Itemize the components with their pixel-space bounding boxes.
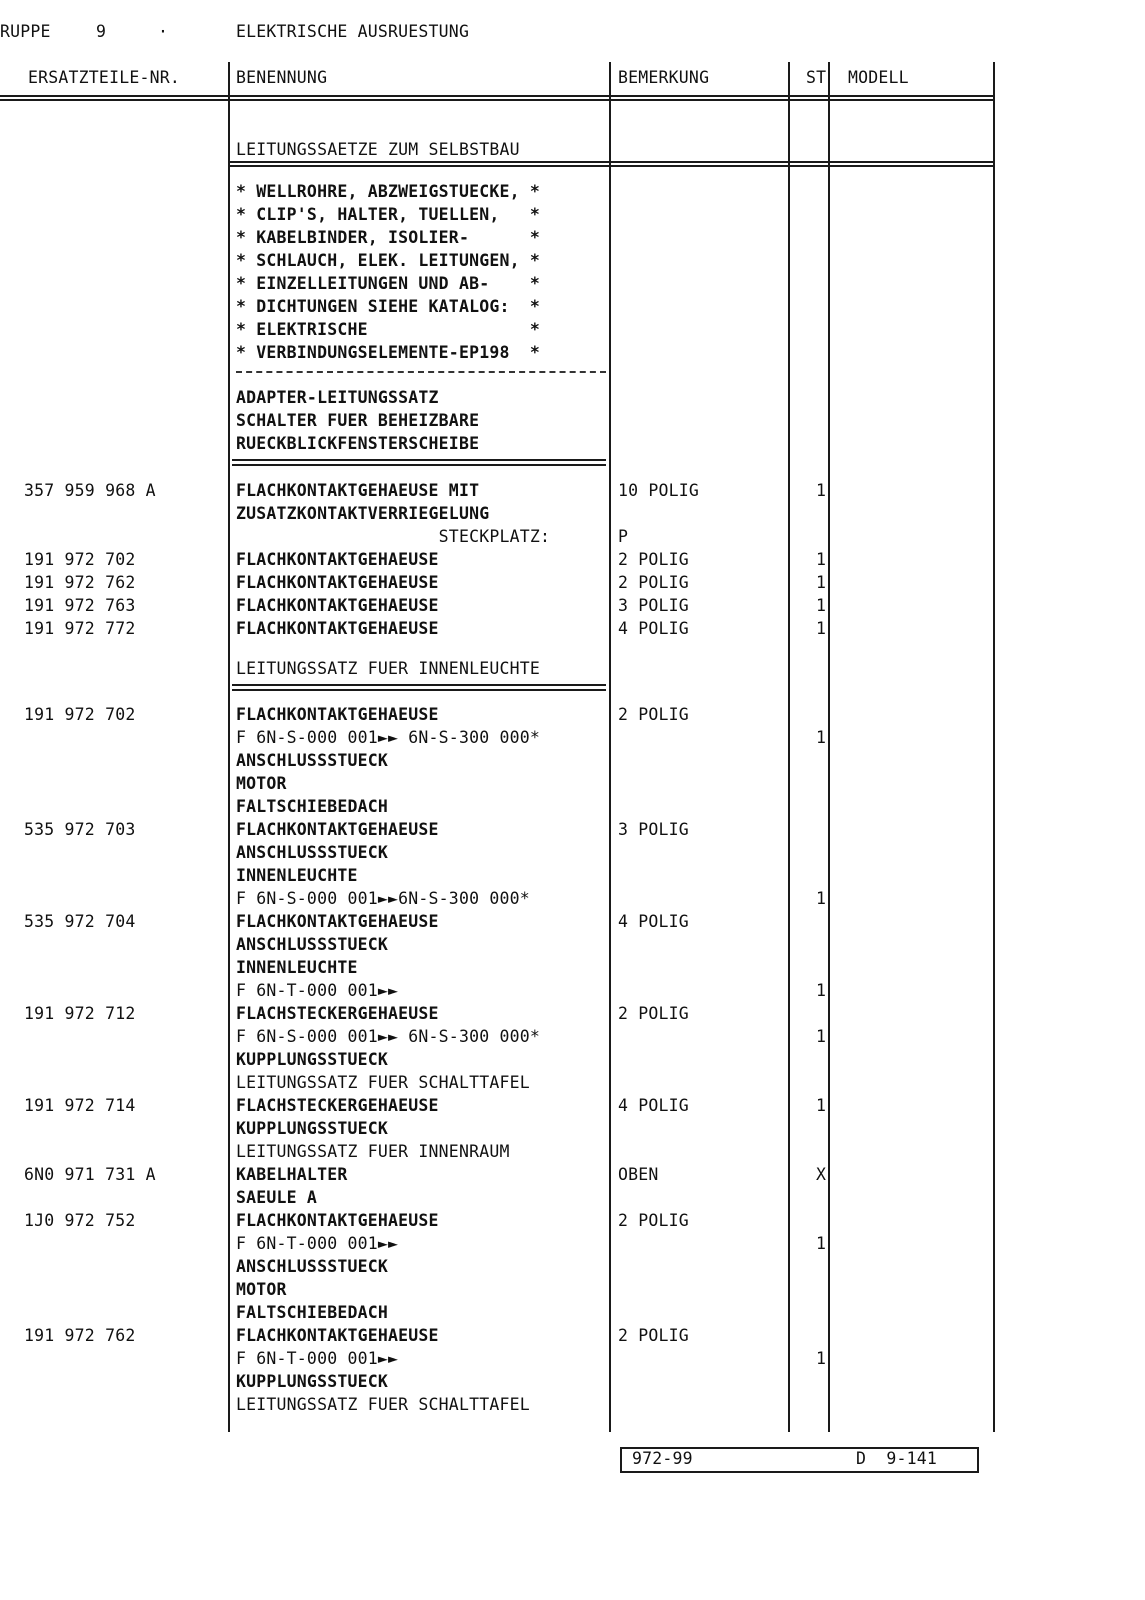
group-number: 9 <box>96 22 107 41</box>
part-name: ANSCHLUSSSTUECK <box>236 843 389 862</box>
part-name: MOTOR <box>236 774 287 793</box>
col-divider-5 <box>993 62 995 1432</box>
part-number: 535 972 704 <box>24 912 136 931</box>
part-name: ANSCHLUSSSTUECK <box>236 1257 389 1276</box>
note-line: * SCHLAUCH, ELEK. LEITUNGEN, * <box>236 251 541 270</box>
part-remark: 10 POLIG <box>618 481 700 500</box>
part-name: FLACHSTECKERGEHAEUSE <box>236 1004 439 1023</box>
part-number: 191 972 702 <box>24 550 136 569</box>
part-qty: 1 <box>816 889 827 908</box>
part-qty: 1 <box>816 596 827 615</box>
part-qty: 1 <box>816 1096 827 1115</box>
footer-code: 972-99 <box>632 1449 693 1468</box>
part-name: INNENLEUCHTE <box>236 958 358 977</box>
part-name: F 6N-S-000 001►► 6N-S-300 000* <box>236 1027 541 1046</box>
part-qty: 1 <box>816 1349 827 1368</box>
part-remark: 4 POLIG <box>618 619 689 638</box>
part-remark: P <box>618 527 629 546</box>
part-name: FLACHKONTAKTGEHAEUSE <box>236 573 439 592</box>
note-line: * DICHTUNGEN SIEHE KATALOG: * <box>236 297 541 316</box>
part-name: KUPPLUNGSSTUECK <box>236 1119 389 1138</box>
part-name: FLACHKONTAKTGEHAEUSE <box>236 1326 439 1345</box>
part-qty: 1 <box>816 550 827 569</box>
part-name: LEITUNGSSATZ FUER SCHALTTAFEL <box>236 1395 530 1414</box>
part-remark: OBEN <box>618 1165 659 1184</box>
col-remark: BEMERKUNG <box>618 68 710 87</box>
part-qty: 1 <box>816 573 827 592</box>
section-title-innenleuchte: LEITUNGSSATZ FUER INNENLEUCHTE <box>236 659 541 678</box>
note-dashed-rule <box>236 371 606 373</box>
part-number: 6N0 971 731 A <box>24 1165 156 1184</box>
section-line: SCHALTER FUER BEHEIZBARE <box>236 411 480 430</box>
col-divider-4 <box>828 62 830 1432</box>
section-rule-2 <box>232 459 606 466</box>
part-name: FLACHKONTAKTGEHAEUSE <box>236 596 439 615</box>
part-name: STECKPLATZ: <box>236 527 551 546</box>
group-label: RUPPE <box>0 22 51 41</box>
note-line: * KABELBINDER, ISOLIER- * <box>236 228 541 247</box>
part-number: 191 972 712 <box>24 1004 136 1023</box>
part-number: 191 972 772 <box>24 619 136 638</box>
part-name: ANSCHLUSSSTUECK <box>236 751 389 770</box>
col-divider-3 <box>788 62 790 1432</box>
part-qty: 1 <box>816 481 827 500</box>
part-name: ANSCHLUSSSTUECK <box>236 935 389 954</box>
part-name: ZUSATZKONTAKTVERRIEGELUNG <box>236 504 490 523</box>
group-title: ELEKTRISCHE AUSRUESTUNG <box>236 22 470 41</box>
part-qty: 1 <box>816 619 827 638</box>
part-name: KUPPLUNGSSTUECK <box>236 1372 389 1391</box>
part-remark: 4 POLIG <box>618 912 689 931</box>
part-remark: 2 POLIG <box>618 705 689 724</box>
part-number: 1J0 972 752 <box>24 1211 136 1230</box>
note-line: * CLIP'S, HALTER, TUELLEN, * <box>236 205 541 224</box>
part-name: SAEULE A <box>236 1188 318 1207</box>
part-number: 535 972 703 <box>24 820 136 839</box>
part-remark: 3 POLIG <box>618 820 689 839</box>
col-model: MODELL <box>848 68 909 87</box>
part-name: F 6N-S-000 001►► 6N-S-300 000* <box>236 728 541 747</box>
part-name: F 6N-S-000 001►►6N-S-300 000* <box>236 889 530 908</box>
note-line: * WELLROHRE, ABZWEIGSTUECKE, * <box>236 182 541 201</box>
part-number: 191 972 702 <box>24 705 136 724</box>
part-number: 191 972 762 <box>24 1326 136 1345</box>
section-rule-1 <box>230 161 995 167</box>
part-name: FLACHKONTAKTGEHAEUSE <box>236 1211 439 1230</box>
part-qty: 1 <box>816 1027 827 1046</box>
part-remark: 2 POLIG <box>618 1326 689 1345</box>
part-name: LEITUNGSSATZ FUER INNENRAUM <box>236 1142 510 1161</box>
part-name: FLACHSTECKERGEHAEUSE <box>236 1096 439 1115</box>
note-line: * EINZELLEITUNGEN UND AB- * <box>236 274 541 293</box>
group-dot: · <box>158 22 169 41</box>
col-part-no: ERSATZTEILE-NR. <box>28 68 181 87</box>
part-remark: 4 POLIG <box>618 1096 689 1115</box>
part-name: F 6N-T-000 001►► <box>236 981 399 1000</box>
part-number: 191 972 763 <box>24 596 136 615</box>
part-remark: 2 POLIG <box>618 1004 689 1023</box>
part-number: 357 959 968 A <box>24 481 156 500</box>
part-number: 191 972 762 <box>24 573 136 592</box>
col-divider-1 <box>228 62 230 1432</box>
part-name: MOTOR <box>236 1280 287 1299</box>
header-rule <box>0 95 995 101</box>
part-qty: X <box>816 1165 827 1184</box>
col-qty: ST <box>806 68 827 87</box>
section-line: ADAPTER-LEITUNGSSATZ <box>236 388 439 407</box>
part-name: F 6N-T-000 001►► <box>236 1234 399 1253</box>
part-name: LEITUNGSSATZ FUER SCHALTTAFEL <box>236 1073 530 1092</box>
part-name: FALTSCHIEBEDACH <box>236 1303 389 1322</box>
part-name: KUPPLUNGSSTUECK <box>236 1050 389 1069</box>
part-remark: 2 POLIG <box>618 1211 689 1230</box>
part-name: FLACHKONTAKTGEHAEUSE <box>236 705 439 724</box>
part-qty: 1 <box>816 1234 827 1253</box>
part-remark: 2 POLIG <box>618 573 689 592</box>
part-name: FLACHKONTAKTGEHAEUSE <box>236 820 439 839</box>
note-line: * VERBINDUNGSELEMENTE-EP198 * <box>236 343 541 362</box>
section-rule-3 <box>232 684 606 691</box>
note-line: * ELEKTRISCHE * <box>236 320 541 339</box>
part-name: FLACHKONTAKTGEHAEUSE <box>236 550 439 569</box>
part-name: KABELHALTER <box>236 1165 348 1184</box>
part-name: FLACHKONTAKTGEHAEUSE MIT <box>236 481 480 500</box>
section-title-selbstbau: LEITUNGSSAETZE ZUM SELBSTBAU <box>236 140 520 159</box>
part-name: FLACHKONTAKTGEHAEUSE <box>236 912 439 931</box>
part-qty: 1 <box>816 728 827 747</box>
col-name: BENENNUNG <box>236 68 328 87</box>
footer-page-number: D 9-141 <box>856 1449 938 1468</box>
col-divider-2 <box>609 62 611 1432</box>
part-remark: 3 POLIG <box>618 596 689 615</box>
part-qty: 1 <box>816 981 827 1000</box>
part-name: F 6N-T-000 001►► <box>236 1349 399 1368</box>
part-name: FALTSCHIEBEDACH <box>236 797 389 816</box>
part-name: INNENLEUCHTE <box>236 866 358 885</box>
part-name: FLACHKONTAKTGEHAEUSE <box>236 619 439 638</box>
part-number: 191 972 714 <box>24 1096 136 1115</box>
section-line: RUECKBLICKFENSTERSCHEIBE <box>236 434 480 453</box>
part-remark: 2 POLIG <box>618 550 689 569</box>
